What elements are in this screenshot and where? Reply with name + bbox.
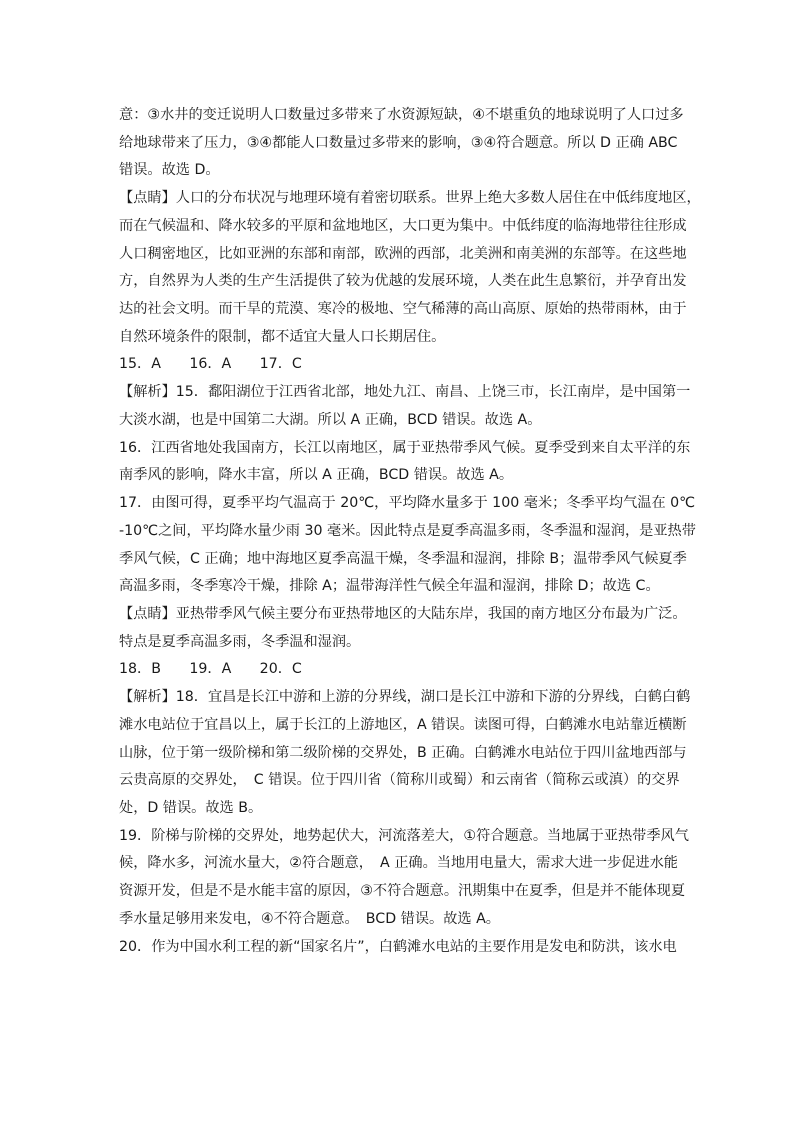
text-line: 19．阶梯与阶梯的交界处，地势起伏大，河流落差大，①符合题意。当地属于亚热带季风气: [119, 827, 689, 844]
text-line: 季风气候，C 正确；地中海地区夏季高温干燥，冬季温和湿润，排除 B；温带季风气候夏季: [119, 550, 687, 567]
text-line: 特点是夏季高温多雨，冬季温和湿润。: [119, 633, 361, 650]
text-line: 给地球带来了压力，③④都能人口数量过多带来的影响，③④符合题意。所以 D 正确 ABC: [119, 134, 678, 151]
text-line: 20．作为中国水利工程的新“国家名片”，白鹤滩水电站的主要作用是发电和防洪，该水电: [119, 938, 677, 955]
text-line: 意：③水井的变迁说明人口数量过多带来了水资源短缺，④不堪重负的地球说明了人口过多: [119, 107, 684, 123]
text-line: 达的社会文明。而干旱的荒漠、寒冷的极地、空气稀薄的高山高原、原始的热带雨林，由于: [119, 301, 687, 318]
analysis-heading-line: 【解析】18．宜昌是长江中游和上游的分界线，湖口是长江中游和下游的分界线，白鹤白鹤: [119, 689, 691, 706]
text-line: 南季风的影响，降水丰富，所以 A 正确，BCD 错误。故选 A。: [119, 467, 514, 484]
text-line: 自然环境条件的限制，都不适宜大量人口长期居住。: [119, 328, 446, 345]
text-line: 17．由图可得，夏季平均气温高于 20℃，平均降水量多于 100 毫米；冬季平均气温在 0℃: [119, 495, 696, 512]
text-line: 人口稠密地区，比如亚洲的东部和南部，欧洲的西部，北美洲和南美洲的东部等。在这些地: [119, 245, 687, 262]
text-line: 滩水电站位于宜昌以上，属于长江的上游地区，A 错误。读图可得，白鹤滩水电站靠近横断: [119, 716, 687, 733]
text-line: 而在气候温和、降水较多的平原和盆地地区，大口更为集中。中低纬度的临海地带往往形成: [119, 217, 687, 234]
tip-heading-line: 【点睛】亚热带季风气候主要分布亚热带地区的大陆东岸，我国的南方地区分布最为广泛。: [119, 605, 687, 622]
text-line: 大淡水湖，也是中国第二大湖。所以 A 正确，BCD 错误。故选 A。: [119, 411, 542, 428]
text-line: 处，D 错误。故选 B。: [119, 799, 263, 816]
text-line: 候，降水多，河流水量大，②符合题意， A 正确。当地用电量大，需求大进一步促进水能: [119, 855, 678, 872]
text-line: 高温多雨，冬季寒冷干燥，排除 A；温带海洋性气候全年温和湿润，排除 D；故选 C。: [119, 578, 660, 595]
text-line: 错误。故选 D。: [119, 162, 220, 179]
tip-heading-line: 【点睛】人口的分布状况与地理环境有着密切联系。世界上绝大多数人居住在中低纬度地区，: [119, 190, 701, 207]
answer-key-line: 18．B 19．A 20．C: [119, 661, 302, 678]
text-line: 16．江西省地处我国南方，长江以南地区，属于亚热带季风气候。夏季受到来自太平洋的东: [119, 439, 691, 456]
text-line: -10℃之间，平均降水量少雨 30 毫米。因此特点是夏季高温多雨，冬季温和湿润，是亚热带: [119, 522, 696, 539]
analysis-heading-line: 【解析】15．鄱阳湖位于江西省北部，地处九江、南昌、上饶三市，长江南岸，是中国第一: [119, 384, 691, 401]
answer-text-block: [119, 102, 701, 961]
text-line: 云贵高原的交界处， C 错误。位于四川省（简称川或蜀）和云南省（简称云或滇）的交界: [119, 772, 680, 789]
answer-key-line: 15．A 16．A 17．C: [119, 356, 302, 373]
text-line: 资源开发，但是不是水能丰富的原因，③不符合题意。汛期集中在夏季，但是并不能体现夏: [119, 883, 686, 900]
text-line: 方，自然界为人类的生产生活提供了较为优越的发展环境，人类在此生息繁衍，并孕育出发: [119, 273, 687, 290]
text-line: 山脉，位于第一级阶梯和第二级阶梯的交界处，B 正确。白鹤滩水电站位于四川盆地西部与: [119, 744, 687, 761]
text-line: 季水量足够用来发电，④不符合题意。 BCD 错误。故选 A。: [119, 910, 500, 927]
